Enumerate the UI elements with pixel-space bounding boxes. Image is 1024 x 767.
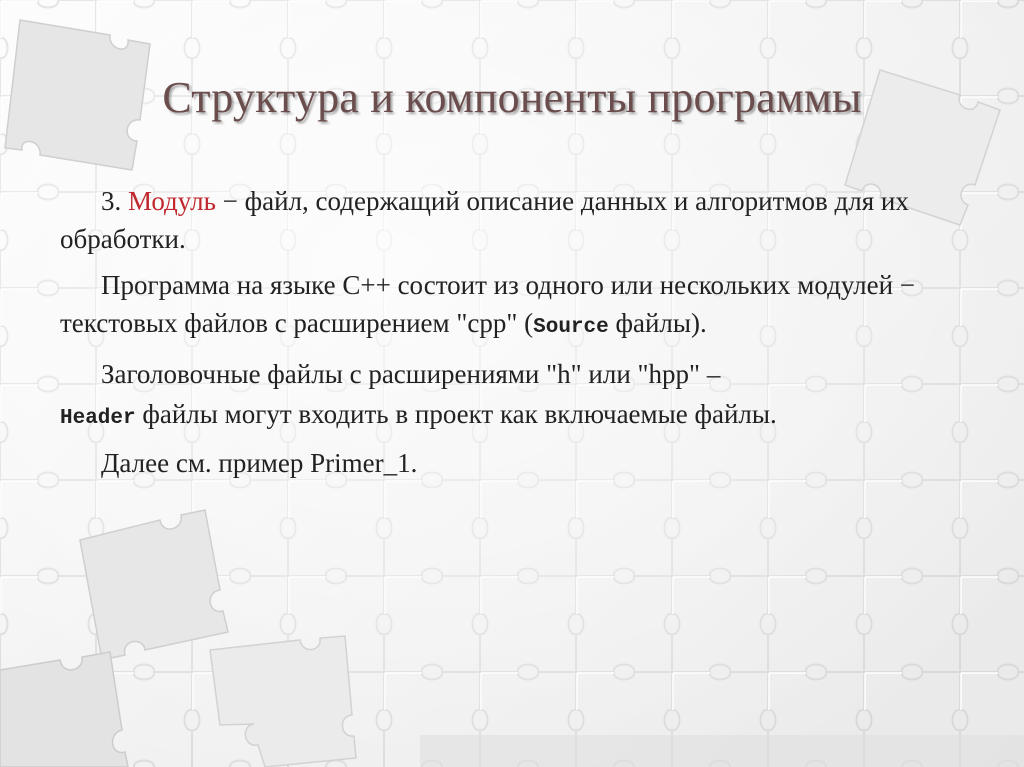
header-code-word: Header	[60, 407, 136, 430]
cpp-modules-text: Программа на языке С++ состоит из одного или нескольких модулей − текстовых файлов с расширением "cpp" (	[60, 270, 916, 338]
example-reference-text: Далее см. пример Primer_1.	[101, 448, 418, 478]
header-files-text: Заголовочные файлы с расширениями "h" или "hpp" –	[101, 359, 721, 389]
paragraph-module-definition	[60, 182, 990, 258]
module-number: 3.	[101, 186, 128, 216]
paragraph-header-files	[60, 355, 990, 393]
slide-title: Структура и компоненты программы	[162, 73, 862, 122]
slide-body	[60, 182, 990, 490]
source-code-word: Source	[533, 316, 609, 339]
paragraph-example-reference	[60, 444, 990, 482]
paragraph-cpp-modules	[60, 266, 990, 347]
module-term: Модуль	[128, 186, 216, 216]
module-definition-text: − файл, содержащий описание данных и алгоритмов для их обработки.	[60, 186, 909, 254]
puzzle-piece-bottom-left	[0, 652, 128, 767]
cpp-modules-tail: файлы).	[608, 308, 707, 338]
paragraph-header-include	[60, 395, 990, 438]
header-include-text: файлы могут входить в проект как включаемые файлы.	[135, 399, 777, 429]
